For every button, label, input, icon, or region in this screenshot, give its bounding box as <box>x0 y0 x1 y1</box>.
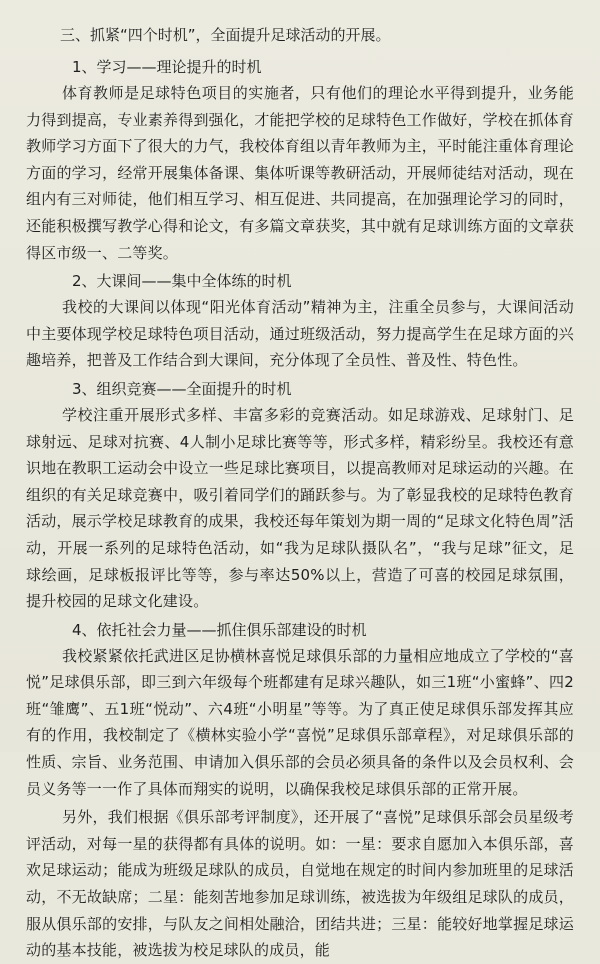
section-1-subheading: 1、学习——理论提升的时机 <box>72 58 262 76</box>
section-3-subheading: 3、组织竞赛——全面提升的时机 <box>72 379 292 398</box>
section-4-paragraph-2: 另外，我们根据《俱乐部考评制度》，还开展了“喜悦”足球俱乐部会员星级考评活动，对每一星的获得都有具体的说明。如：一星：要求自愿加入本俱乐部，喜欢足球运动；能成为班级足球队的成员，自觉地在规定的时间内参加班里的足球活动，不无故缺席；二星：能刻苦地参加足球训练，被选拔为年级组足球队的成员，服从俱乐部的安排，与队友之间相处融洽，团结共进；三星：能较好地掌握足球运动的基本技能，被选拔为校足球队的成员，能 <box>26 808 574 960</box>
section-4-paragraph-1: 我校紧紧依托武进区足协横林喜悦足球俱乐部的力量相应地成立了学校的“喜悦”足球俱乐部，即三到六年级每个班都建有足球兴趣队，如三1班“小蜜蜂”、四2班“雏鹰”、五1班“悦动”、六4班“小明星”等等。为了真正使足球俱乐部发挥其应有的作用，我校制定了《横林实验小学“喜悦”足球俱乐部章程》，对足球俱乐部的性质、宗旨、业务范围、申请加入俱乐部的会员必须具备的条件以及会员权利、会员义务等一一作了具体而翔实的说明，以确保我校足球俱乐部的正常开展。 <box>26 646 574 798</box>
section-1 <box>26 54 574 266</box>
document-heading: 三、抓紧“四个时机”，全面提升足球活动的开展。 <box>60 26 391 44</box>
section-2 <box>26 268 574 374</box>
section-4-subheading: 4、依托社会力量——抓住俱乐部建设的时机 <box>72 620 367 639</box>
section-3-paragraph-1: 学校注重开展形式多样、丰富多彩的竞赛活动。如足球游戏、足球射门、足球射远、足球对抗赛、4人制小足球比赛等等，形式多样，精彩纷呈。我校还有意识地在教职工运动会中设立一些足球比赛项目，以提高教师对足球运动的兴趣。在组织的有关足球竞赛中，吸引着同学们的踊跃参与。为了彰显我校的足球特色教育活动，展示学校足球教育的成果，我校还每年策划为期一周的“足球文化特色周”活动，开展一系列的足球特色活动，如“我为足球队摄队名”，“我与足球”征文，足球绘画，足球板报评比等等，参与率达50%以上，营造了可喜的校园足球氛围，提升校园的足球文化建设。 <box>26 405 574 611</box>
section-4 <box>26 617 574 964</box>
section-2-subheading: 2、大课间——集中全体练的时机 <box>72 272 292 291</box>
section-3 <box>26 376 574 615</box>
section-1-paragraph-1: 体育教师是足球特色项目的实施者，只有他们的理论水平得到提升，业务能力得到提高，专业素养得到强化，才能把学校的足球特色工作做好，学校在抓体育教师学习方面下了很大的力气，我校体育组以青年教师为主，平时能注重体育理论方面的学习，经常开展集体备课、集体听课等教研活动，开展师徒结对活动，现在组内有三对师徒，他们相互学习、相互促进、共同提高，在加强理论学习的同时，还能积极撰写教学心得和论文，有多篇文章获奖，其中就有足球训练方面的文章获得区市级一、二等奖。 <box>26 84 574 262</box>
section-2-paragraph-1: 我校的大课间以体现“阳光体育活动”精神为主，注重全员参与，大课间活动中主要体现学校足球特色项目活动，通过班级活动，努力提高学生在足球方面的兴趣培养，把普及工作结合到大课间，充分体现了全员性、普及性、特色性。 <box>26 298 574 370</box>
